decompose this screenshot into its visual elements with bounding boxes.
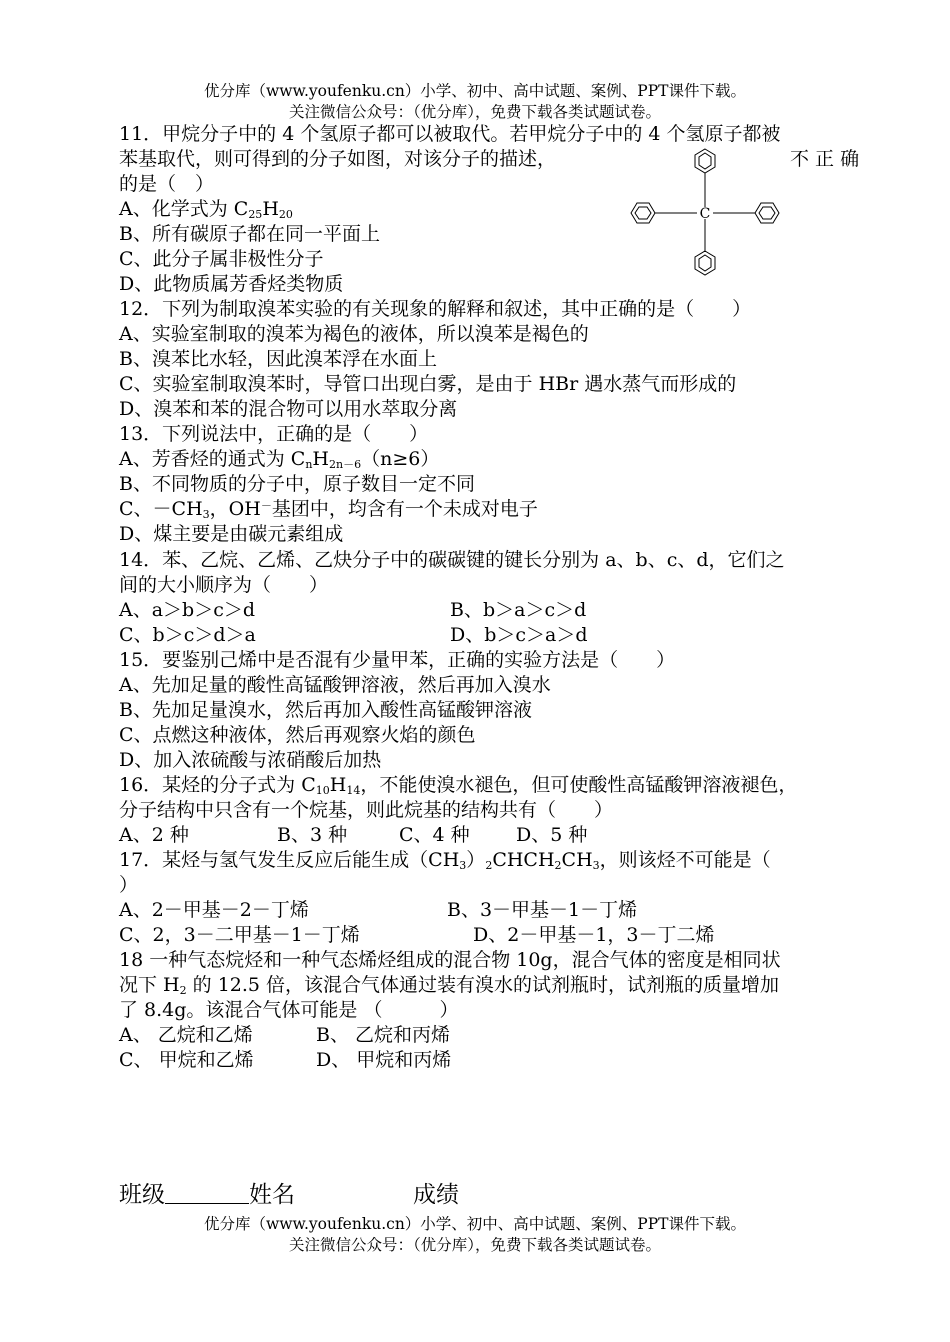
score-label: 成绩 [413, 1182, 459, 1208]
header-line-2: 关注微信公众号：（优分库），免费下载各类试题试卷。 [288, 103, 661, 121]
q15-option-c: C、点燃这种液体，然后再观察火焰的颜色 [119, 724, 476, 746]
q11-option-b: B、所有碳原子都在同一平面上 [119, 223, 380, 245]
q15-option-d: D、加入浓硫酸与浓硝酸后加热 [119, 749, 382, 771]
name-label: 姓名 [249, 1182, 295, 1208]
q14-stem-line-1: 14．苯、乙烷、乙烯、乙炔分子中的碳碳键的键长分别为 a、b、c、d，它们之 [119, 549, 785, 571]
q17-stem-line-2: ） [119, 874, 139, 896]
q18-stem-line-1: 18 一种气态烷烃和一种气态烯烃组成的混合物 10g，混合气体的密度是相同状 [119, 949, 781, 971]
q11-option-c: C、此分子属非极性分子 [119, 248, 324, 270]
q11-stem-line-2-end: 不 正 确 [790, 148, 860, 170]
q16-option-a: A、2 种 [119, 824, 189, 846]
q17-option-a: A、2－甲基－2－丁烯 [119, 899, 309, 921]
q18-stem-line-3: 了 8.4g。该混合气体可能是 （ ） [119, 999, 459, 1021]
q17-stem-line-1: 17．某烃与氢气发生反应后能生成$(CH_3)_2CHCH_2CH_3$，则该烃不可能是（ [119, 849, 771, 872]
q12-option-c: C、实验室制取溴苯时，导管口出现白雾，是由于 HBr 遇水蒸气而形成的 [119, 373, 737, 395]
q14-option-a: A、a＞b＞c＞d [119, 599, 256, 621]
q12-option-b: B、溴苯比水轻，因此溴苯浮在水面上 [119, 348, 437, 370]
q18-option-d: D、 甲烷和丙烯 [316, 1049, 452, 1071]
header-line-1: 优分库（www.youfenku.cn）小学、初中、高中试题、案例、PPT课件下载。 [203, 82, 747, 100]
class-label: 班级 [119, 1182, 165, 1208]
q11-option-a: A、化学式为 $C_{25}H_{20}$ [119, 198, 293, 221]
q14-option-b: B、b＞a＞c＞d [450, 599, 587, 621]
q11-stem-line-1: 11．甲烷分子中的 4 个氢原子都可以被取代。若甲烷分子中的 4 个氢原子都被 [119, 123, 781, 145]
q15-option-b: B、先加足量溴水，然后再加入酸性高锰酸钾溶液 [119, 699, 532, 721]
q13-option-c: C、$-CH_3$，OH－基团中，均含有一个未成对电子 [119, 498, 538, 521]
q12-option-a: A、实验室制取的溴苯为褐色的液体，所以溴苯是褐色的 [119, 323, 589, 345]
q16-option-b: B、3 种 [277, 824, 348, 846]
q16-option-c: C、4 种 [399, 824, 470, 846]
q14-stem-line-2: 间的大小顺序为（ ） [119, 574, 329, 596]
q16-stem-line-2: 分子结构中只含有一个烷基，则此烷基的结构共有（ ） [119, 799, 614, 821]
q13-option-b: B、不同物质的分子中，原子数目一定不同 [119, 473, 475, 495]
q15-option-a: A、先加足量的酸性高锰酸钾溶液，然后再加入溴水 [119, 674, 551, 696]
footer-line-2: 关注微信公众号：（优分库），免费下载各类试题试卷。 [288, 1236, 661, 1254]
footer-line-1: 优分库（www.youfenku.cn）小学、初中、高中试题、案例、PPT课件下载。 [203, 1215, 747, 1233]
q13-option-d: D、煤主要是由碳元素组成 [119, 523, 344, 545]
q16-option-d: D、5 种 [516, 824, 588, 846]
q18-option-a: A、 乙烷和乙烯 [119, 1024, 253, 1046]
q12-stem: 12．下列为制取溴苯实验的有关现象的解释和叙述，其中正确的是（ ） [119, 298, 752, 320]
q18-option-c: C、 甲烷和乙烯 [119, 1049, 254, 1071]
q13-option-a: A、芳香烃的通式为 $C_nH_{2n-6}(n\ge 6)$ [119, 448, 440, 471]
q13-stem: 13．下列说法中，正确的是（ ） [119, 423, 429, 445]
q11-stem-line-2: 苯基取代，则可得到的分子如图，对该分子的描述， [119, 148, 557, 170]
q17-option-c: C、2，3－二甲基－1－丁烯 [119, 924, 360, 946]
q11-option-d: D、此物质属芳香烃类物质 [119, 273, 344, 295]
q14-option-c: C、b＞c＞d＞a [119, 624, 256, 646]
q14-option-d: D、b＞c＞a＞d [450, 624, 588, 646]
class-blank[interactable] [165, 1181, 249, 1204]
q12-option-d: D、溴苯和苯的混合物可以用水萃取分离 [119, 398, 458, 420]
q18-stem-line-2: 况下 $H_2$ 的 12.5 倍，该混合气体通过装有溴水的试剂瓶时，试剂瓶的质量增加 [119, 974, 780, 997]
student-info-row [119, 1176, 459, 1209]
q16-stem-line-1: 16．某烃的分子式为 $C_{10}H_{14}$，不能使溴水褪色，但可使酸性高锰酸钾溶液褪色， [119, 774, 798, 797]
tetraphenylmethane-figure [625, 143, 785, 288]
q11-stem-line-3: 的是（ ） [119, 173, 215, 195]
q15-stem: 15．要鉴别己烯中是否混有少量甲苯，正确的实验方法是（ ） [119, 649, 676, 671]
q17-option-d: D、2－甲基－1，3－丁二烯 [473, 924, 715, 946]
q17-option-b: B、3－甲基－1－丁烯 [447, 899, 638, 921]
q18-option-b: B、 乙烷和丙烯 [316, 1024, 451, 1046]
central-carbon-label: C [699, 206, 711, 222]
